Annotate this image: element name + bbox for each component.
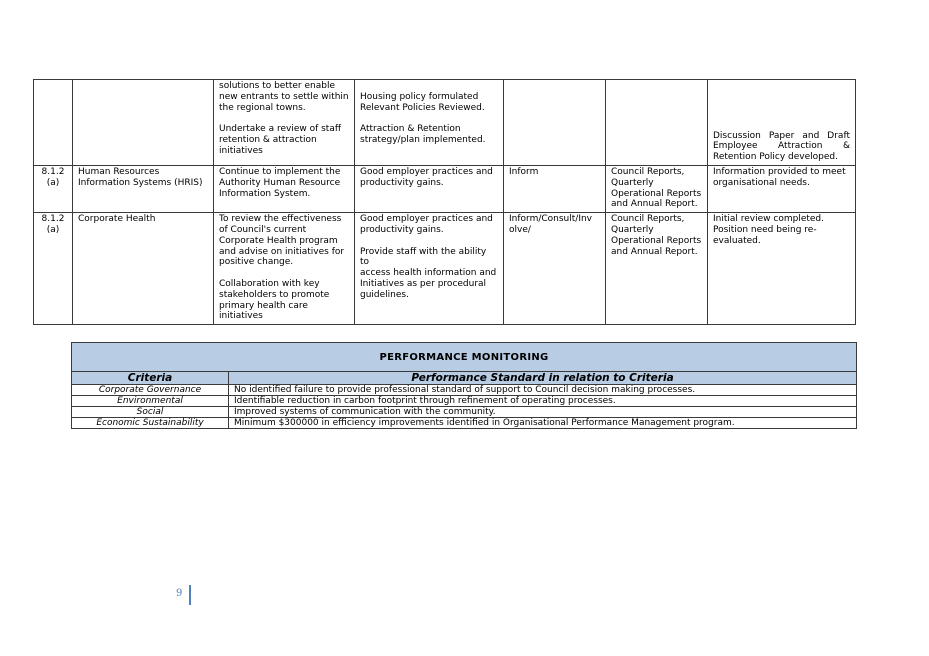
row-reporting: Council Reports, Quarterly Operational Reports and Annual Report. bbox=[606, 166, 708, 213]
performance-row bbox=[72, 418, 857, 429]
row-ref: 8.1.2 (a) bbox=[34, 213, 73, 325]
row-status bbox=[708, 80, 856, 166]
row-area: Corporate Health bbox=[73, 213, 214, 325]
performance-monitoring-table bbox=[71, 342, 857, 429]
performance-row bbox=[72, 407, 857, 418]
plan-row bbox=[34, 80, 856, 166]
row-action: Continue to implement the Authority Human Resource Information System. bbox=[214, 166, 355, 213]
row-engagement: Inform/Consult/Inv olve/ bbox=[504, 213, 606, 325]
standard-cell: Improved systems of communication with the community. bbox=[229, 407, 857, 418]
criteria-cell: Corporate Governance bbox=[72, 385, 229, 396]
row-status-last: Retention Policy developed. bbox=[713, 152, 838, 163]
standard-cell: Identifiable reduction in carbon footprint through refinement of operating processes. bbox=[229, 396, 857, 407]
standard-cell: Minimum $300000 in efficiency improvements identified in Organisational Performance Management program. bbox=[229, 418, 857, 429]
row-reporting: Council Reports, Quarterly Operational Reports and Annual Report. bbox=[606, 213, 708, 325]
row-status: Initial review completed. Position need being re- evaluated. bbox=[708, 213, 856, 325]
criteria-header: Criteria bbox=[72, 372, 229, 385]
row-outcome: Housing policy formulated Relevant Policies Reviewed. Attraction & Retention strategy/plan implemented. bbox=[355, 80, 504, 166]
plan-row bbox=[34, 213, 856, 325]
performance-title: PERFORMANCE MONITORING bbox=[72, 343, 857, 372]
row-action: To review the effectiveness of Council's current Corporate Health program and advise on initiatives for positive change. Collaboration with key stakeholders to promote primary health care initiatives bbox=[214, 213, 355, 325]
row-reporting bbox=[606, 80, 708, 166]
row-area bbox=[73, 80, 214, 166]
row-status: Information provided to meet organisational needs. bbox=[708, 166, 856, 213]
row-engagement bbox=[504, 80, 606, 166]
row-outcome: Good employer practices and productivity gains. bbox=[355, 166, 504, 213]
row-ref bbox=[34, 80, 73, 166]
plan-table bbox=[33, 79, 856, 325]
row-engagement: Inform bbox=[504, 166, 606, 213]
criteria-cell: Social bbox=[72, 407, 229, 418]
row-area: Human Resources Information Systems (HRIS) bbox=[73, 166, 214, 213]
page-number-bar bbox=[189, 585, 191, 605]
row-action: solutions to better enable new entrants to settle within the regional towns. Undertake a review of staff retention & attraction initiatives bbox=[214, 80, 355, 166]
criteria-cell: Environmental bbox=[72, 396, 229, 407]
plan-row bbox=[34, 166, 856, 213]
row-ref: 8.1.2 (a) bbox=[34, 166, 73, 213]
performance-row bbox=[72, 385, 857, 396]
page-number: 9 bbox=[176, 588, 183, 599]
standard-cell: No identified failure to provide professional standard of support to Council decision making processes. bbox=[229, 385, 857, 396]
row-status-main: Discussion Paper and Draft Employee Attraction & bbox=[713, 130, 850, 152]
standard-header: Performance Standard in relation to Criteria bbox=[229, 372, 857, 385]
criteria-cell: Economic Sustainability bbox=[72, 418, 229, 429]
row-outcome: Good employer practices and productivity gains. Provide staff with the ability to access health information and Initiatives as per procedural guidelines. bbox=[355, 213, 504, 325]
performance-row bbox=[72, 396, 857, 407]
